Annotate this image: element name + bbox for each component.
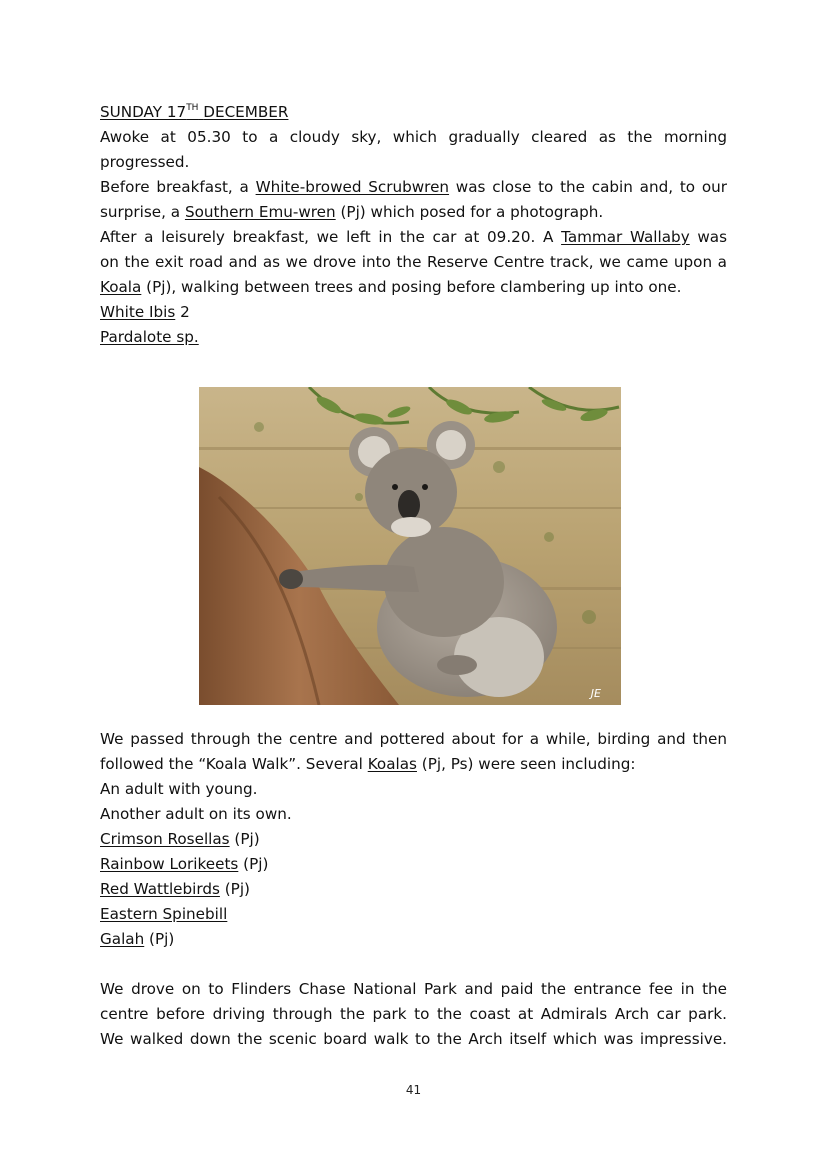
species-list-item: Red Wattlebirds (Pj) [100, 880, 250, 898]
paragraph-drive-line: on the exit road and as we drove into the Reserve Centre track, we came upon a [100, 253, 727, 271]
paragraph-drive-line: After a leisurely breakfast, we left in the car at 09.20. A Tammar Wallaby was [100, 228, 727, 246]
paragraph-flinders-line: centre before driving through the park to the coast at Admirals Arch car park. [100, 1005, 727, 1023]
species-list-item: Rainbow Lorikeets (Pj) [100, 855, 269, 873]
paragraph-centre-line: Another adult on its own. [100, 805, 292, 823]
paragraph-wakeup-line: Awoke at 05.30 to a cloudy sky, which gradually cleared as the morning [100, 128, 727, 146]
koala-photo [199, 387, 621, 705]
page-number: 41 [405, 1083, 422, 1097]
paragraph-breakfast-line: surprise, a Southern Emu-wren (Pj) which posed for a photograph. [100, 203, 604, 221]
paragraph-drive-line: Koala (Pj), walking between trees and posing before clambering up into one. [100, 278, 682, 296]
diary-entry-bottom [100, 977, 727, 1052]
paragraph-centre-line: followed the “Koala Walk”. Several Koalas (Pj, Ps) were seen including: [100, 755, 636, 773]
paragraph-flinders-line: We drove on to Flinders Chase National Park and paid the entrance fee in the [100, 980, 727, 998]
paragraph-wakeup-line: progressed. [100, 153, 190, 171]
photo-credit: JE [590, 687, 601, 700]
diary-entry-top [100, 100, 727, 350]
species-link: Koala [100, 278, 142, 296]
species-link: White-browed Scrubwren [255, 178, 450, 196]
species-list-item: White Ibis 2 [100, 303, 190, 321]
species-link: Tammar Wallaby [561, 228, 690, 246]
diary-entry-middle [100, 727, 727, 952]
date-heading: SUNDAY 17TH DECEMBER [100, 103, 289, 121]
species-list-item: Galah (Pj) [100, 930, 175, 948]
paragraph-flinders-line: We walked down the scenic board walk to the Arch itself which was impressive. [100, 1030, 727, 1048]
paragraph-breakfast-line: Before breakfast, a White-browed Scrubwren was close to the cabin and, to our [100, 178, 727, 196]
paragraph-centre-line: We passed through the centre and pottered about for a while, birding and then [100, 730, 727, 748]
species-list-item: Crimson Rosellas (Pj) [100, 830, 260, 848]
paragraph-centre-line: An adult with young. [100, 780, 258, 798]
species-list-item: Eastern Spinebill [100, 905, 228, 923]
species-link: Southern Emu-wren [184, 203, 336, 221]
species-list-item: Pardalote sp. [100, 328, 199, 346]
species-link: Koalas [367, 755, 417, 773]
